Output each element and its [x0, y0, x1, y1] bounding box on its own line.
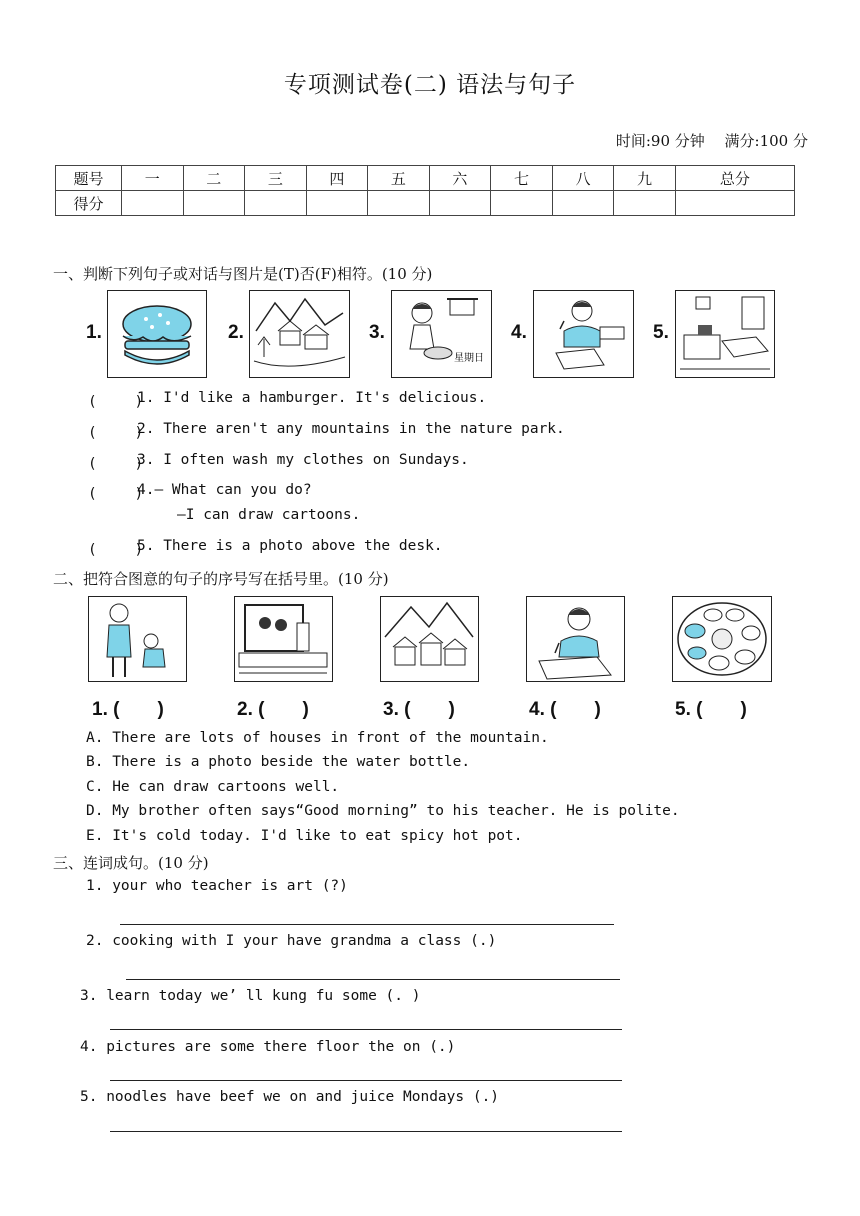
girl-washing-clothes-picture: [391, 290, 492, 378]
village-mountain-picture: [249, 290, 350, 378]
score-cell[interactable]: [183, 191, 245, 216]
score-cell[interactable]: [245, 191, 307, 216]
option-text: A. There are lots of houses in front of the mountain.: [86, 730, 549, 746]
answer-line[interactable]: [110, 1080, 622, 1081]
question-paren[interactable]: ( ): [88, 394, 144, 410]
question-text: 5. There is a photo above the desk.: [137, 538, 443, 554]
question-paren[interactable]: ( ): [88, 486, 144, 502]
question-text: 1. I'd like a hamburger. It's delicious.: [137, 390, 487, 406]
score-table: [55, 165, 795, 216]
picture-label: 4.: [511, 322, 527, 343]
houses-mountain-picture: [380, 596, 479, 682]
answer-blank[interactable]: 5. ( ): [675, 699, 747, 720]
answer-line[interactable]: [126, 979, 620, 980]
question-text: 3. I often wash my clothes on Sundays.: [137, 452, 469, 468]
question-text: 4.— What can you do?: [137, 482, 312, 498]
answer-line[interactable]: [120, 924, 614, 925]
question-paren[interactable]: ( ): [88, 542, 144, 558]
score-cell[interactable]: [122, 191, 184, 216]
girl-drawing-picture: [533, 290, 634, 378]
scramble-item: 2. cooking with I your have grandma a class (.): [86, 933, 497, 949]
hot-pot-picture: [672, 596, 772, 682]
table-header-cell: 七: [491, 166, 553, 191]
score-cell[interactable]: [614, 191, 676, 216]
table-header-cell: 总分: [675, 166, 794, 191]
table-header-cell: 三: [245, 166, 307, 191]
answer-blank[interactable]: 2. ( ): [237, 699, 309, 720]
question-paren[interactable]: ( ): [88, 425, 144, 441]
question-reply: —I can draw cartoons.: [177, 507, 361, 523]
option-text: B. There is a photo beside the water bottle.: [86, 754, 471, 770]
answer-line[interactable]: [110, 1029, 622, 1030]
table-header-cell: 一: [122, 166, 184, 191]
score-row-label: 得分: [56, 191, 122, 216]
teacher-and-boy-picture: [88, 596, 187, 682]
scramble-item: 1. your who teacher is art (?): [86, 878, 348, 894]
picture-label: 3.: [369, 322, 385, 343]
scramble-item: 5. noodles have beef we on and juice Mondays (.): [80, 1089, 500, 1105]
table-header-cell: 二: [183, 166, 245, 191]
picture-label: 5.: [653, 322, 669, 343]
score-cell[interactable]: [306, 191, 368, 216]
scramble-item: 4. pictures are some there floor the on (.): [80, 1039, 456, 1055]
score-cell[interactable]: [491, 191, 553, 216]
table-header-cell: 四: [306, 166, 368, 191]
hamburger-picture: [107, 290, 207, 378]
answer-blank[interactable]: 1. ( ): [92, 699, 164, 720]
boy-drawing-picture: [526, 596, 625, 682]
answer-blank[interactable]: 3. ( ): [383, 699, 455, 720]
table-header-cell: 题号: [56, 166, 122, 191]
table-header-cell: 六: [429, 166, 491, 191]
question-paren[interactable]: ( ): [88, 456, 144, 472]
score-cell[interactable]: [552, 191, 614, 216]
answer-blank[interactable]: 4. ( ): [529, 699, 601, 720]
question-text: 2. There aren't any mountains in the nature park.: [137, 421, 565, 437]
section-3-heading: 三、连词成句。(10 分): [53, 854, 209, 872]
score-cell[interactable]: [368, 191, 430, 216]
section-1-heading: 一、判断下列句子或对话与图片是(T)否(F)相符。(10 分): [53, 265, 433, 283]
time-score-info: 时间:90 分钟 满分:100 分: [615, 132, 808, 150]
pic-caption: 星期日: [454, 353, 484, 364]
option-text: C. He can draw cartoons well.: [86, 779, 340, 795]
picture-label: 1.: [86, 322, 102, 343]
section-2-heading: 二、把符合图意的句子的序号写在括号里。(10 分): [53, 570, 389, 588]
bedroom-picture: [675, 290, 775, 378]
desk-photo-bottle-picture: [234, 596, 333, 682]
option-text: D. My brother often says“Good morning” to his teacher. He is polite.: [86, 803, 680, 819]
picture-label: 2.: [228, 322, 244, 343]
answer-line[interactable]: [110, 1131, 622, 1132]
score-cell[interactable]: [675, 191, 794, 216]
page-title: 专项测试卷(二) 语法与句子: [283, 72, 577, 98]
table-header-cell: 九: [614, 166, 676, 191]
table-header-cell: 五: [368, 166, 430, 191]
option-text: E. It's cold today. I'd like to eat spicy hot pot.: [86, 828, 523, 844]
table-header-cell: 八: [552, 166, 614, 191]
scramble-item: 3. learn today we’ ll kung fu some (. ): [80, 988, 421, 1004]
score-cell[interactable]: [429, 191, 491, 216]
